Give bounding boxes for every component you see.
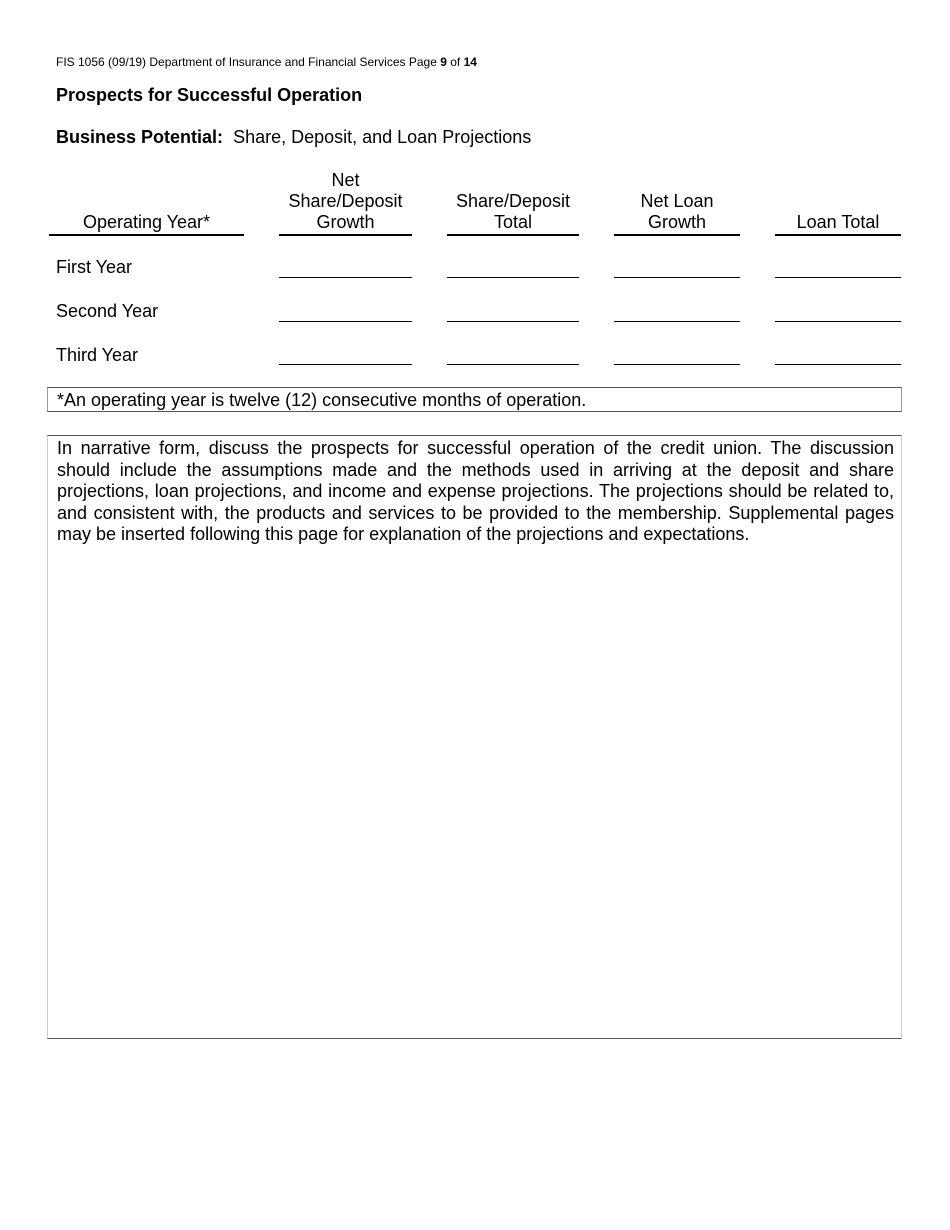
col-header-line: Share/Deposit <box>288 191 403 211</box>
col-header-share-deposit-total <box>447 190 579 236</box>
narrative-box <box>47 435 902 1039</box>
col-header-loan-total <box>775 190 901 236</box>
row-label-second-year: Second Year <box>56 301 159 321</box>
row-label-third-year: Third Year <box>56 345 139 365</box>
narrative-prompt: In narrative form, discuss the prospects for successful operation of the credit union. The discussion should include the assumptions made and the methods used in arriving at the deposit and share projections, loan projections, and income and expense projections. The projections should be related to, and consistent with, the products and services to be provided to the membership. Supplemental pages may be inserted following this page for explanation of the projections and expectations. <box>57 438 894 544</box>
page-of-text: of <box>446 55 464 69</box>
col-header-line: Growth <box>316 212 375 232</box>
row-label-first-year: First Year <box>56 257 133 277</box>
col-header-line: Loan Total <box>796 212 880 232</box>
page-total: 14 <box>463 55 477 69</box>
second-year-net-share-deposit-growth-field[interactable] <box>279 321 412 322</box>
col-header-line: Operating Year* <box>82 212 211 232</box>
footnote-text: *An operating year is twelve (12) consecutive months of operation. <box>57 390 587 410</box>
col-header-net-share-deposit-growth <box>279 169 412 236</box>
col-header-net-loan-growth <box>614 190 740 236</box>
business-potential-label: Business Potential: <box>56 127 224 147</box>
section-title: Prospects for Successful Operation <box>56 85 363 105</box>
col-header-line: Total <box>493 212 533 232</box>
narrative-input[interactable] <box>57 548 898 1032</box>
first-year-loan-total-field[interactable] <box>775 277 901 278</box>
third-year-net-loan-growth-field[interactable] <box>614 364 740 365</box>
third-year-net-share-deposit-growth-field[interactable] <box>279 364 412 365</box>
first-year-share-deposit-total-field[interactable] <box>447 277 579 278</box>
second-year-share-deposit-total-field[interactable] <box>447 321 579 322</box>
business-potential-line <box>56 127 531 148</box>
col-header-line: Growth <box>647 212 707 232</box>
first-year-net-loan-growth-field[interactable] <box>614 277 740 278</box>
second-year-net-loan-growth-field[interactable] <box>614 321 740 322</box>
second-year-loan-total-field[interactable] <box>775 321 901 322</box>
third-year-loan-total-field[interactable] <box>775 364 901 365</box>
page-number: 9 <box>440 55 447 69</box>
col-header-line: Share/Deposit <box>455 191 571 211</box>
first-year-net-share-deposit-growth-field[interactable] <box>279 277 412 278</box>
footnote-box <box>47 387 902 412</box>
form-id-text: FIS 1056 (09/19) Department of Insurance and Financial Services Page <box>56 55 441 69</box>
col-header-line: Net Loan <box>640 191 714 211</box>
third-year-share-deposit-total-field[interactable] <box>447 364 579 365</box>
form-header <box>56 55 477 69</box>
col-header-operating-year <box>49 190 244 236</box>
col-header-line: Net <box>331 170 360 190</box>
business-potential-text: Share, Deposit, and Loan Projections <box>233 127 532 147</box>
